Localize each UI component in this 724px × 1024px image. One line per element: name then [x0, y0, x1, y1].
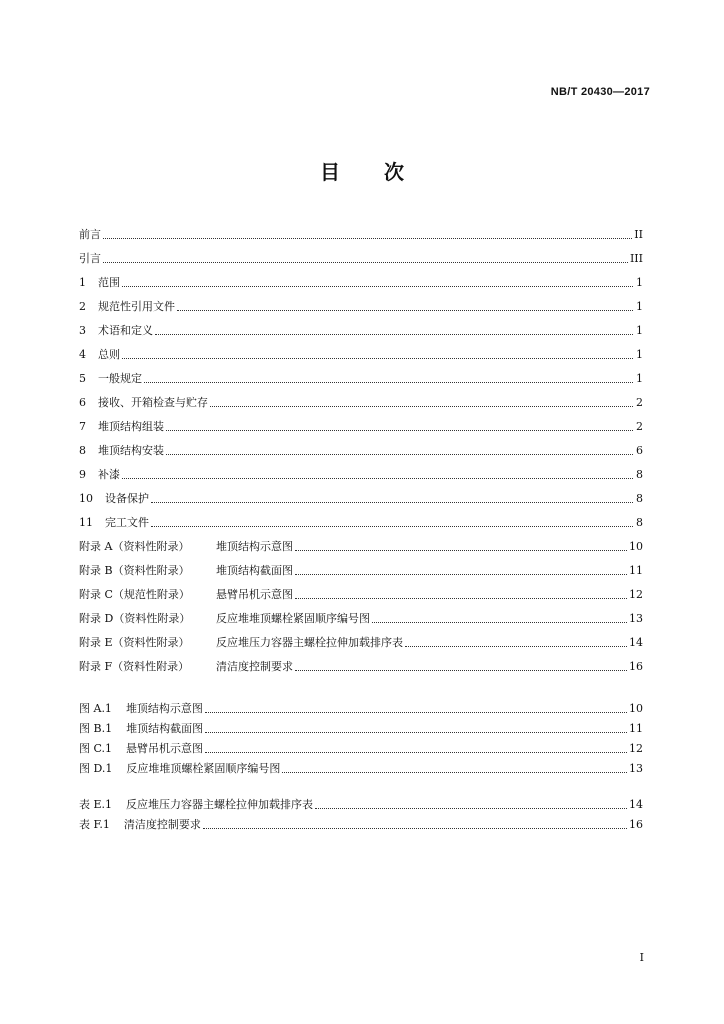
figure-label: 堆顶结构截面图 — [126, 722, 204, 735]
appendix-label: 堆顶结构示意图 — [216, 540, 293, 553]
toc-entry-3[interactable] — [79, 314, 643, 338]
title-char-2: 次 — [384, 160, 404, 184]
toc-leader-dots — [205, 751, 627, 753]
toc-leader-dots — [295, 669, 627, 671]
toc-entry-4[interactable] — [79, 338, 643, 362]
table-label: 反应堆压力容器主螺栓拉伸加载排序表 — [126, 798, 314, 811]
toc-entry-label: 一般规定 — [98, 372, 142, 385]
toc-leader-dots — [295, 549, 627, 551]
toc-entry-label: 堆顶结构组装 — [98, 420, 164, 433]
figure-number: 图 A.1 — [79, 702, 112, 715]
toc-entry-page: 6 — [636, 444, 643, 457]
appendix-category: 附录 A（资料性附录） — [79, 540, 190, 553]
table-page: 14 — [629, 798, 643, 811]
toc-entry-label: 设备保护 — [105, 492, 149, 505]
toc-entry-page: III — [629, 252, 643, 265]
toc-entry-page: 1 — [636, 372, 643, 385]
toc-entry-page: 8 — [636, 516, 643, 529]
toc-entry-number: 7 — [79, 420, 86, 433]
toc-entry-number: 2 — [79, 300, 86, 313]
appendix-label: 悬臂吊机示意图 — [216, 588, 293, 601]
table-label: 清洁度控制要求 — [123, 818, 201, 831]
toc-leader-dots — [103, 237, 632, 239]
toc-leader-dots — [205, 731, 627, 733]
table-page: 16 — [629, 818, 643, 831]
toc-leader-dots — [103, 261, 628, 263]
figure-entry-b1[interactable] — [79, 716, 643, 736]
page-number: I — [639, 951, 644, 964]
toc-entry-1[interactable] — [79, 266, 643, 290]
figure-entry-c1[interactable] — [79, 736, 643, 756]
appendix-page: 10 — [629, 540, 643, 553]
toc-entry-number: 3 — [79, 324, 86, 337]
toc-entry-label: 前言 — [79, 228, 101, 241]
toc-entry-label: 范围 — [98, 276, 120, 289]
figure-label: 悬臂吊机示意图 — [126, 742, 204, 755]
toc-leader-dots — [122, 357, 633, 359]
title-char-1: 目 — [320, 160, 340, 184]
toc-entry-page: II — [634, 228, 643, 241]
appendix-label: 清洁度控制要求 — [216, 660, 293, 673]
toc-entry-label: 堆顶结构安装 — [98, 444, 164, 457]
toc-leader-dots — [372, 621, 627, 623]
toc-leader-dots — [122, 285, 633, 287]
toc-entry-label: 规范性引用文件 — [98, 300, 175, 313]
toc-leader-dots — [203, 827, 627, 829]
toc-entry-11[interactable] — [79, 506, 643, 530]
toc-entry-6[interactable] — [79, 386, 643, 410]
toc-entry-number: 9 — [79, 468, 86, 481]
figure-page: 12 — [629, 742, 643, 755]
toc-leader-dots — [282, 771, 627, 773]
toc-entry-page: 8 — [636, 492, 643, 505]
toc-entry-9[interactable] — [79, 458, 643, 482]
figure-page: 11 — [629, 722, 643, 735]
toc-appendix-b[interactable] — [79, 554, 643, 578]
toc-entry-8[interactable] — [79, 434, 643, 458]
toc-entry-number: 8 — [79, 444, 86, 457]
table-entry-e1[interactable] — [79, 792, 643, 812]
toc-entry-label: 术语和定义 — [98, 324, 153, 337]
toc-entry-number: 1 — [79, 276, 86, 289]
toc-entry-page: 1 — [636, 300, 643, 313]
figure-number: 图 C.1 — [79, 742, 113, 755]
figure-label: 反应堆堆顶螺栓紧固顺序编号图 — [126, 762, 281, 775]
toc-entry-10[interactable] — [79, 482, 643, 506]
appendix-category: 附录 D（资料性附录） — [79, 612, 191, 625]
appendix-page: 13 — [629, 612, 643, 625]
toc-leader-dots — [177, 309, 633, 311]
toc-leader-dots — [166, 429, 633, 431]
toc-appendix-f[interactable] — [79, 650, 643, 674]
toc-entry-introduction[interactable] — [79, 242, 643, 266]
toc-entry-number: 11 — [79, 516, 93, 529]
toc-entry-number: 4 — [79, 348, 86, 361]
toc-entry-page: 2 — [636, 396, 643, 409]
toc-entry-page: 1 — [636, 348, 643, 361]
table-number: 表 F.1 — [79, 818, 110, 831]
table-entry-f1[interactable] — [79, 812, 643, 832]
appendix-page: 16 — [629, 660, 643, 673]
toc-entry-2[interactable] — [79, 290, 643, 314]
table-list — [79, 792, 643, 832]
toc-leader-dots — [295, 597, 627, 599]
toc-appendix-d[interactable] — [79, 602, 643, 626]
toc-leader-dots — [122, 477, 633, 479]
appendix-page: 12 — [629, 588, 643, 601]
figure-entry-d1[interactable] — [79, 756, 643, 776]
toc-leader-dots — [144, 381, 633, 383]
toc-entry-number: 10 — [79, 492, 93, 505]
standard-code: NB/T 20430—2017 — [550, 86, 650, 98]
toc-entry-5[interactable] — [79, 362, 643, 386]
appendix-category: 附录 B（资料性附录） — [79, 564, 190, 577]
toc-leader-dots — [155, 333, 633, 335]
toc-leader-dots — [151, 501, 633, 503]
figure-entry-a1[interactable] — [79, 696, 643, 716]
appendix-category: 附录 C（规范性附录） — [79, 588, 190, 601]
toc-leader-dots — [295, 573, 627, 575]
toc-entry-label: 引言 — [79, 252, 101, 265]
appendix-page: 11 — [629, 564, 643, 577]
appendix-category: 附录 F（资料性附录） — [79, 660, 190, 673]
toc-leader-dots — [166, 453, 633, 455]
toc-entry-page: 2 — [636, 420, 643, 433]
figure-page: 10 — [629, 702, 643, 715]
toc-entry-page: 1 — [636, 276, 643, 289]
toc-leader-dots — [151, 525, 633, 527]
page-title — [0, 156, 724, 185]
toc-leader-dots — [205, 711, 627, 713]
figure-number: 图 D.1 — [79, 762, 113, 775]
appendix-label: 反应堆压力容器主螺栓拉伸加载排序表 — [216, 636, 403, 649]
figure-list — [79, 696, 643, 776]
appendix-page: 14 — [629, 636, 643, 649]
toc-entry-page: 1 — [636, 324, 643, 337]
figure-page: 13 — [629, 762, 643, 775]
toc-entry-label: 接收、开箱检查与贮存 — [98, 396, 208, 409]
toc-list — [79, 218, 643, 674]
toc-entry-7[interactable] — [79, 410, 643, 434]
toc-appendix-a[interactable] — [79, 530, 643, 554]
toc-appendix-c[interactable] — [79, 578, 643, 602]
toc-entry-label: 总则 — [98, 348, 120, 361]
appendix-label: 反应堆堆顶螺栓紧固顺序编号图 — [216, 612, 370, 625]
toc-leader-dots — [210, 405, 633, 407]
table-number: 表 E.1 — [79, 798, 113, 811]
toc-leader-dots — [315, 807, 627, 809]
toc-entry-label: 完工文件 — [105, 516, 149, 529]
toc-appendix-e[interactable] — [79, 626, 643, 650]
appendix-label: 堆顶结构截面图 — [216, 564, 293, 577]
toc-entry-foreword[interactable] — [79, 218, 643, 242]
appendix-category: 附录 E（资料性附录） — [79, 636, 190, 649]
toc-leader-dots — [405, 645, 627, 647]
toc-entry-number: 6 — [79, 396, 86, 409]
toc-entry-page: 8 — [636, 468, 643, 481]
figure-number: 图 B.1 — [79, 722, 113, 735]
toc-entry-number: 5 — [79, 372, 86, 385]
figure-label: 堆顶结构示意图 — [125, 702, 203, 715]
toc-entry-label: 补漆 — [98, 468, 120, 481]
